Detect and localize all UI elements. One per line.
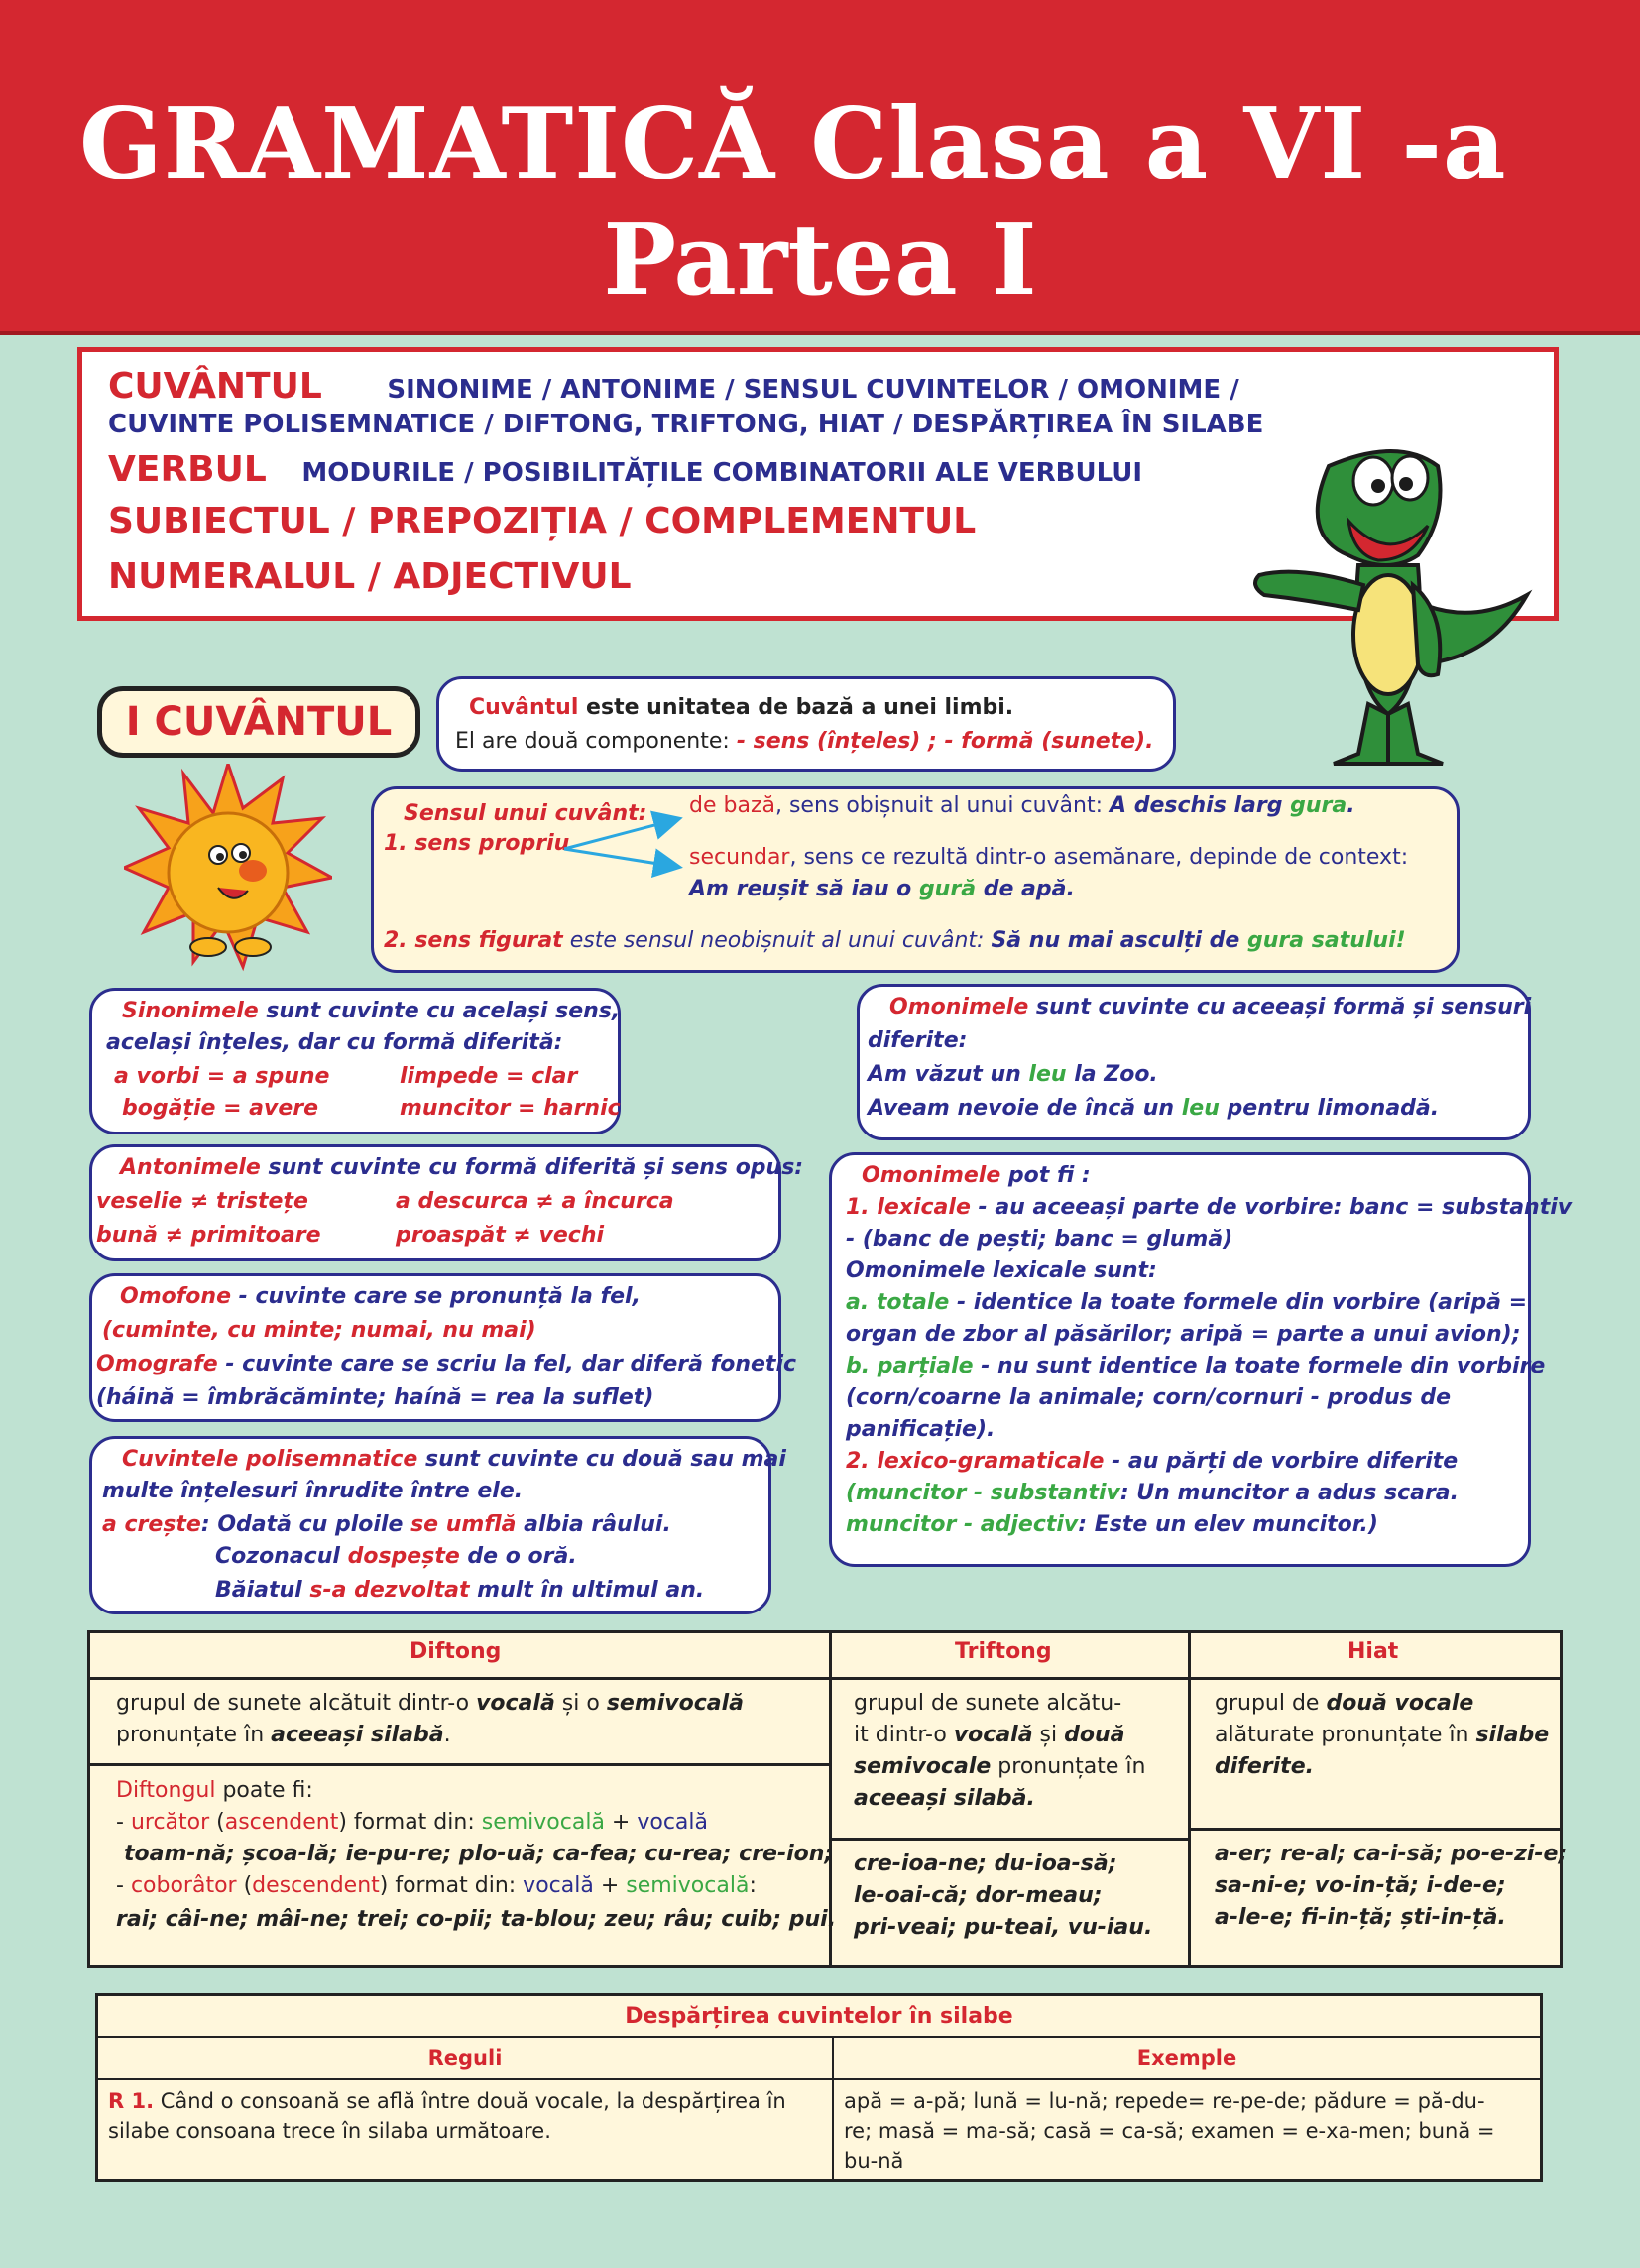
polisemantice-example-3a: Băiatul	[215, 1578, 310, 1603]
arrow-icon	[560, 809, 689, 879]
polisemantice-example-2b: dospește	[347, 1544, 460, 1569]
intro-components: - sens (înțeles) ; - formă (sunete).	[736, 729, 1154, 754]
sinonime-box	[89, 988, 621, 1134]
omonime-lexgram-ex2a: muncitor - adjectiv	[846, 1512, 1079, 1537]
diftong-urcator-sv: semivocală	[481, 1810, 605, 1835]
polisemantice-example-3c: mult în ultimul an.	[469, 1578, 705, 1603]
omografe-def: - cuvinte care se scriu la fel, dar diferă fonetic	[217, 1352, 797, 1376]
omonime-lexgram-ex2b: : Este un elev muncitor.)	[1078, 1512, 1378, 1537]
diftong-urcator-examples: toam-nă; școa-lă; ie-pu-re; plo-uă; ca-fea; cu-rea; cre-ion;	[124, 1842, 834, 1866]
polisemantice-def: sunt cuvinte cu două sau mai	[417, 1447, 786, 1472]
omonime-totale-term: a. totale	[846, 1290, 950, 1315]
sens-secundar-end: de apă.	[976, 877, 1075, 901]
omonime-term: Omonimele	[889, 995, 1029, 1019]
diftong-def-2b: aceeași silabă	[271, 1723, 444, 1747]
header-triftong: Triftong	[955, 1639, 1052, 1664]
omonime-types-box	[829, 1152, 1573, 1567]
diftong-coborator-plus: +	[593, 1873, 627, 1898]
intro-box	[436, 676, 1176, 772]
omonime-example-2b: leu	[1181, 1096, 1220, 1121]
page-subtitle: Partea I	[603, 203, 1037, 317]
omonime-partiale-term: b. parțiale	[846, 1354, 974, 1378]
sinonime-example-3: bogăție = avere	[122, 1096, 319, 1121]
diftong-urcator-plus: +	[604, 1810, 638, 1835]
triftong-def-2c: și	[1032, 1723, 1065, 1747]
triftong-def-1: grupul de sunete alcătu-	[854, 1691, 1122, 1716]
section-title: I CUVÂNTUL	[97, 686, 420, 758]
omonime-def: sunt cuvinte cu aceeași formă și sensuri	[1028, 995, 1532, 1019]
diftong-def-1b: vocală	[476, 1691, 555, 1716]
sun-mascot-icon	[124, 764, 332, 982]
antonime-box	[89, 1144, 804, 1261]
sens-figurat-def: este sensul neobișnuit al unui cuvânt:	[562, 928, 992, 953]
diftong-def-1	[116, 1691, 744, 1716]
intro-term: Cuvântul	[469, 695, 579, 720]
despartirea-silabe-table	[95, 1993, 1543, 2182]
topic-line-4: NUMERALUL / ADJECTIVUL	[108, 556, 632, 597]
omonime-example-2c: pentru limonadă.	[1219, 1096, 1440, 1121]
diftong-def-2c: .	[443, 1723, 451, 1747]
sinonime-def: sunt cuvinte cu același sens,	[258, 999, 621, 1023]
sens-secundar-example: Am reușit să iau o	[689, 877, 919, 901]
omofone-box	[89, 1273, 797, 1422]
omonime-lexicale-term: 1. lexicale	[846, 1195, 971, 1220]
rule-1-text-2: silabe consoana trece în silaba următoare.	[108, 2119, 551, 2143]
diftong-coborator-v: vocală	[523, 1873, 594, 1898]
diftong-def-2	[116, 1723, 451, 1747]
header-reguli: Reguli	[427, 2046, 503, 2070]
omonime-lexicale-example: - (banc de pești; banc = glumă)	[846, 1227, 1233, 1252]
sens-propriu-label: 1. sens propriu	[384, 831, 570, 856]
omofone-examples: (cuminte, cu minte; numai, nu mai)	[102, 1318, 536, 1343]
polisemantice-word: a crește	[102, 1512, 201, 1537]
page-title: GRAMATICĂ Clasa a VI -a	[79, 87, 1507, 201]
sens-baza-term: de bază	[689, 793, 775, 818]
hiat-def-1b: două vocale	[1326, 1691, 1474, 1716]
sens-title: Sensul unui cuvânt:	[404, 801, 647, 826]
diftong-kinds-intro: poate fi:	[215, 1778, 313, 1803]
diftong-coborator-line	[116, 1873, 757, 1898]
sens-secundar-term: secundar	[689, 845, 790, 870]
omonime-box	[857, 984, 1531, 1140]
omonime-lexicale-types: Omonimele lexicale sunt:	[846, 1258, 1157, 1283]
antonime-example-1: veselie ≠ tristețe	[96, 1189, 308, 1214]
omonime-lexgram-term: 2. lexico-gramaticale	[846, 1449, 1105, 1474]
hiat-def-3: diferite.	[1215, 1754, 1314, 1779]
triftong-def-3a: semivocale	[854, 1754, 992, 1779]
diftong-def-2a: pronunțate în	[116, 1723, 272, 1747]
polisemantice-example-1c: albia râului.	[516, 1512, 671, 1537]
diftong-coborator-colon: :	[749, 1873, 757, 1898]
omonime-totale-example: organ de zbor al păsărilor; aripă = parte a unui avion);	[846, 1322, 1521, 1347]
triftong-def-2b: vocală	[953, 1723, 1033, 1747]
diftong-def-1a: grupul de sunete alcătuit dintr-o	[116, 1691, 477, 1716]
omonime-totale-def: - identice la toate formele din vorbire (aripă =	[949, 1290, 1528, 1315]
antonime-example-3: bună ≠ primitoare	[96, 1223, 321, 1248]
omonime-types-term: Omonimele	[862, 1163, 1001, 1188]
polisemantice-example-2c: de o oră.	[459, 1544, 577, 1569]
diftong-urcator-dash: -	[116, 1810, 131, 1835]
antonime-def: sunt cuvinte cu formă diferită și sens opus:	[260, 1155, 804, 1180]
hiat-def-2b: silabe	[1475, 1723, 1550, 1747]
rule-1-number: R 1.	[108, 2089, 155, 2113]
omonime-lexgram-ex1b: : Un muncitor a adus scara.	[1119, 1481, 1460, 1505]
sens-baza-keyword: gura	[1290, 793, 1347, 818]
sinonime-example-1: a vorbi = a spune	[114, 1064, 330, 1089]
sens-baza-def: , sens obișnuit al unui cuvânt:	[774, 793, 1111, 818]
diftong-coborator-format: ) format din:	[379, 1873, 524, 1898]
omonime-partiale-def: - nu sunt identice la toate formele din vorbire	[973, 1354, 1546, 1378]
topic-verbul-subtopics: MODURILE / POSIBILITĂȚILE COMBINATORII ALE VERBULUI	[301, 458, 1143, 488]
rule-1-examples-2: re; masă = ma-să; casă = ca-să; examen = e-xa-men; bună =	[844, 2119, 1495, 2143]
polisemantice-example-3b: s-a dezvoltat	[309, 1578, 470, 1603]
sinonime-def-2: același înțeles, dar cu formă diferită:	[106, 1030, 563, 1055]
sens-secundar-def: , sens ce rezultă dintr-o asemănare, depinde de context:	[789, 845, 1409, 870]
sens-figurat-keyword: gura satului!	[1246, 928, 1406, 953]
triftong-def-2d: două	[1064, 1723, 1125, 1747]
intro-definition: este unitatea de bază a unei limbi.	[578, 695, 1014, 720]
rule-1-examples-3: bu-nă	[844, 2149, 904, 2173]
diftong-triftong-hiat-table	[87, 1630, 1568, 1968]
antonime-example-4: proaspăt ≠ vechi	[396, 1223, 605, 1248]
sinonime-term: Sinonimele	[122, 999, 259, 1023]
diftong-urcator-line	[116, 1810, 708, 1835]
omofone-def: - cuvinte care se pronunță la fel,	[231, 1284, 641, 1309]
omonime-example-1c: la Zoo.	[1066, 1062, 1158, 1087]
rule-1-text-1: Când o consoană se află între două vocale, la despărțirea în	[154, 2089, 786, 2113]
diftong-kinds-term: Diftongul	[116, 1778, 216, 1803]
omonime-partiale-example-2: panificație).	[846, 1417, 996, 1442]
omonime-example-1b: leu	[1028, 1062, 1067, 1087]
syllable-table-title: Despărțirea cuvintelor în silabe	[625, 2004, 1013, 2029]
header-diftong: Diftong	[410, 1639, 502, 1664]
omonime-def-2: diferite:	[868, 1028, 968, 1053]
topic-verbul: VERBUL	[108, 449, 267, 490]
hiat-examples-1: a-er; re-al; ca-i-să; po-e-zi-e;	[1215, 1842, 1568, 1866]
antonime-term: Antonimele	[120, 1155, 261, 1180]
topic-cuvantul-subtopics-2: CUVINTE POLISEMNATICE / DIFTONG, TRIFTONG, HIAT / DESPĂRȚIREA ÎN SILABE	[108, 410, 1264, 439]
omografe-examples: (háină = îmbrăcăminte; haínă = rea la suflet)	[96, 1385, 654, 1410]
sens-baza-end: .	[1347, 793, 1355, 818]
hiat-def-2a: alăturate pronunțate în	[1215, 1723, 1476, 1747]
omografe-term: Omografe	[96, 1352, 218, 1376]
diftong-def-1c: și o	[554, 1691, 607, 1716]
diftong-ascendent-term: ascendent	[224, 1810, 339, 1835]
triftong-examples-1: cre-ioa-ne; du-ioa-să;	[854, 1851, 1117, 1876]
polisemantice-box	[89, 1436, 786, 1614]
sens-baza-example: A deschis larg	[1110, 793, 1291, 818]
topic-cuvantul: CUVÂNTUL	[108, 366, 322, 407]
omonime-lexgram-def: - au părți de vorbire diferite	[1104, 1449, 1459, 1474]
omonime-lexicale-def: - au aceeași parte de vorbire: banc = substantiv	[970, 1195, 1573, 1220]
triftong-examples-3: pri-veai; pu-teai, vu-iau.	[854, 1915, 1153, 1940]
diftong-coborator-examples: rai; câi-ne; mâi-ne; trei; co-pii; ta-blou; zeu; râu; cuib; pui.	[116, 1907, 837, 1932]
diftong-coborator-term: coborâtor	[130, 1873, 237, 1898]
sens-secundar-keyword: gură	[918, 877, 977, 901]
sens-figurat-example: Să nu mai asculți de	[991, 928, 1247, 953]
sens-figurat-term: 2. sens figurat	[384, 928, 563, 953]
omonime-partiale-example: (corn/coarne la animale; corn/cornuri - produs de	[846, 1385, 1452, 1410]
diftong-descendent-term: descendent	[252, 1873, 380, 1898]
diftong-coborator-dash: -	[116, 1873, 131, 1898]
omofone-term: Omofone	[120, 1284, 232, 1309]
polisemantice-example-1b: se umflă	[410, 1512, 517, 1537]
diftong-urcator-term: urcător	[130, 1810, 210, 1835]
crocodile-mascot-icon	[1239, 436, 1537, 774]
header-exemple: Exemple	[1136, 2046, 1237, 2070]
omonime-example-2a: Aveam nevoie de încă un	[868, 1096, 1182, 1121]
diftong-coborator-paren: (	[236, 1873, 253, 1898]
sinonime-example-2: limpede = clar	[400, 1064, 578, 1089]
polisemantice-term: Cuvintele polisemnatice	[122, 1447, 418, 1472]
polisemantice-example-1a: : Odată cu ploile	[200, 1512, 411, 1537]
diftong-def-1d: semivocală	[606, 1691, 745, 1716]
hiat-def-1a: grupul de	[1215, 1691, 1327, 1716]
sinonime-example-4: muncitor = harnic	[400, 1096, 621, 1121]
polisemantice-def-2: multe înțelesuri înrudite între ele.	[102, 1479, 524, 1503]
antonime-example-2: a descurca ≠ a încurca	[396, 1189, 674, 1214]
polisemantice-example-2a: Cozonacul	[215, 1544, 348, 1569]
diftong-coborator-sv: semivocală	[626, 1873, 750, 1898]
triftong-examples-2: le-oai-că; dor-meau;	[854, 1883, 1103, 1908]
omonime-types-intro: pot fi :	[1000, 1163, 1091, 1188]
triftong-def-2a: it dintr-o	[854, 1723, 954, 1747]
omonime-lexgram-ex1a: (muncitor - substantiv	[846, 1481, 1120, 1505]
hiat-examples-2: sa-ni-e; vo-in-ță; i-de-e;	[1215, 1873, 1506, 1898]
omonime-example-1a: Am văzut un	[868, 1062, 1029, 1087]
sens-box	[371, 786, 1460, 973]
rule-1-examples-1: apă = a-pă; lună = lu-nă; repede= re-pe-de; pădure = pă-du-	[844, 2089, 1485, 2113]
diftong-urcator-paren: (	[209, 1810, 225, 1835]
diftong-urcator-v: vocală	[637, 1810, 709, 1835]
header-hiat: Hiat	[1347, 1639, 1399, 1664]
header-banner	[0, 0, 1640, 335]
topic-line-3: SUBIECTUL / PREPOZIȚIA / COMPLEMENTUL	[108, 501, 977, 541]
topic-cuvantul-subtopics: SINONIME / ANTONIME / SENSUL CUVINTELOR / OMONIME /	[387, 375, 1239, 405]
diftong-urcator-format: ) format din:	[338, 1810, 482, 1835]
hiat-examples-3: a-le-e; fi-in-ță; ști-in-ță.	[1215, 1905, 1506, 1930]
triftong-def-3b: pronunțate în	[991, 1754, 1146, 1779]
intro-components-label: El are două componente:	[455, 729, 737, 754]
triftong-def-4: aceeași silabă.	[854, 1786, 1035, 1811]
